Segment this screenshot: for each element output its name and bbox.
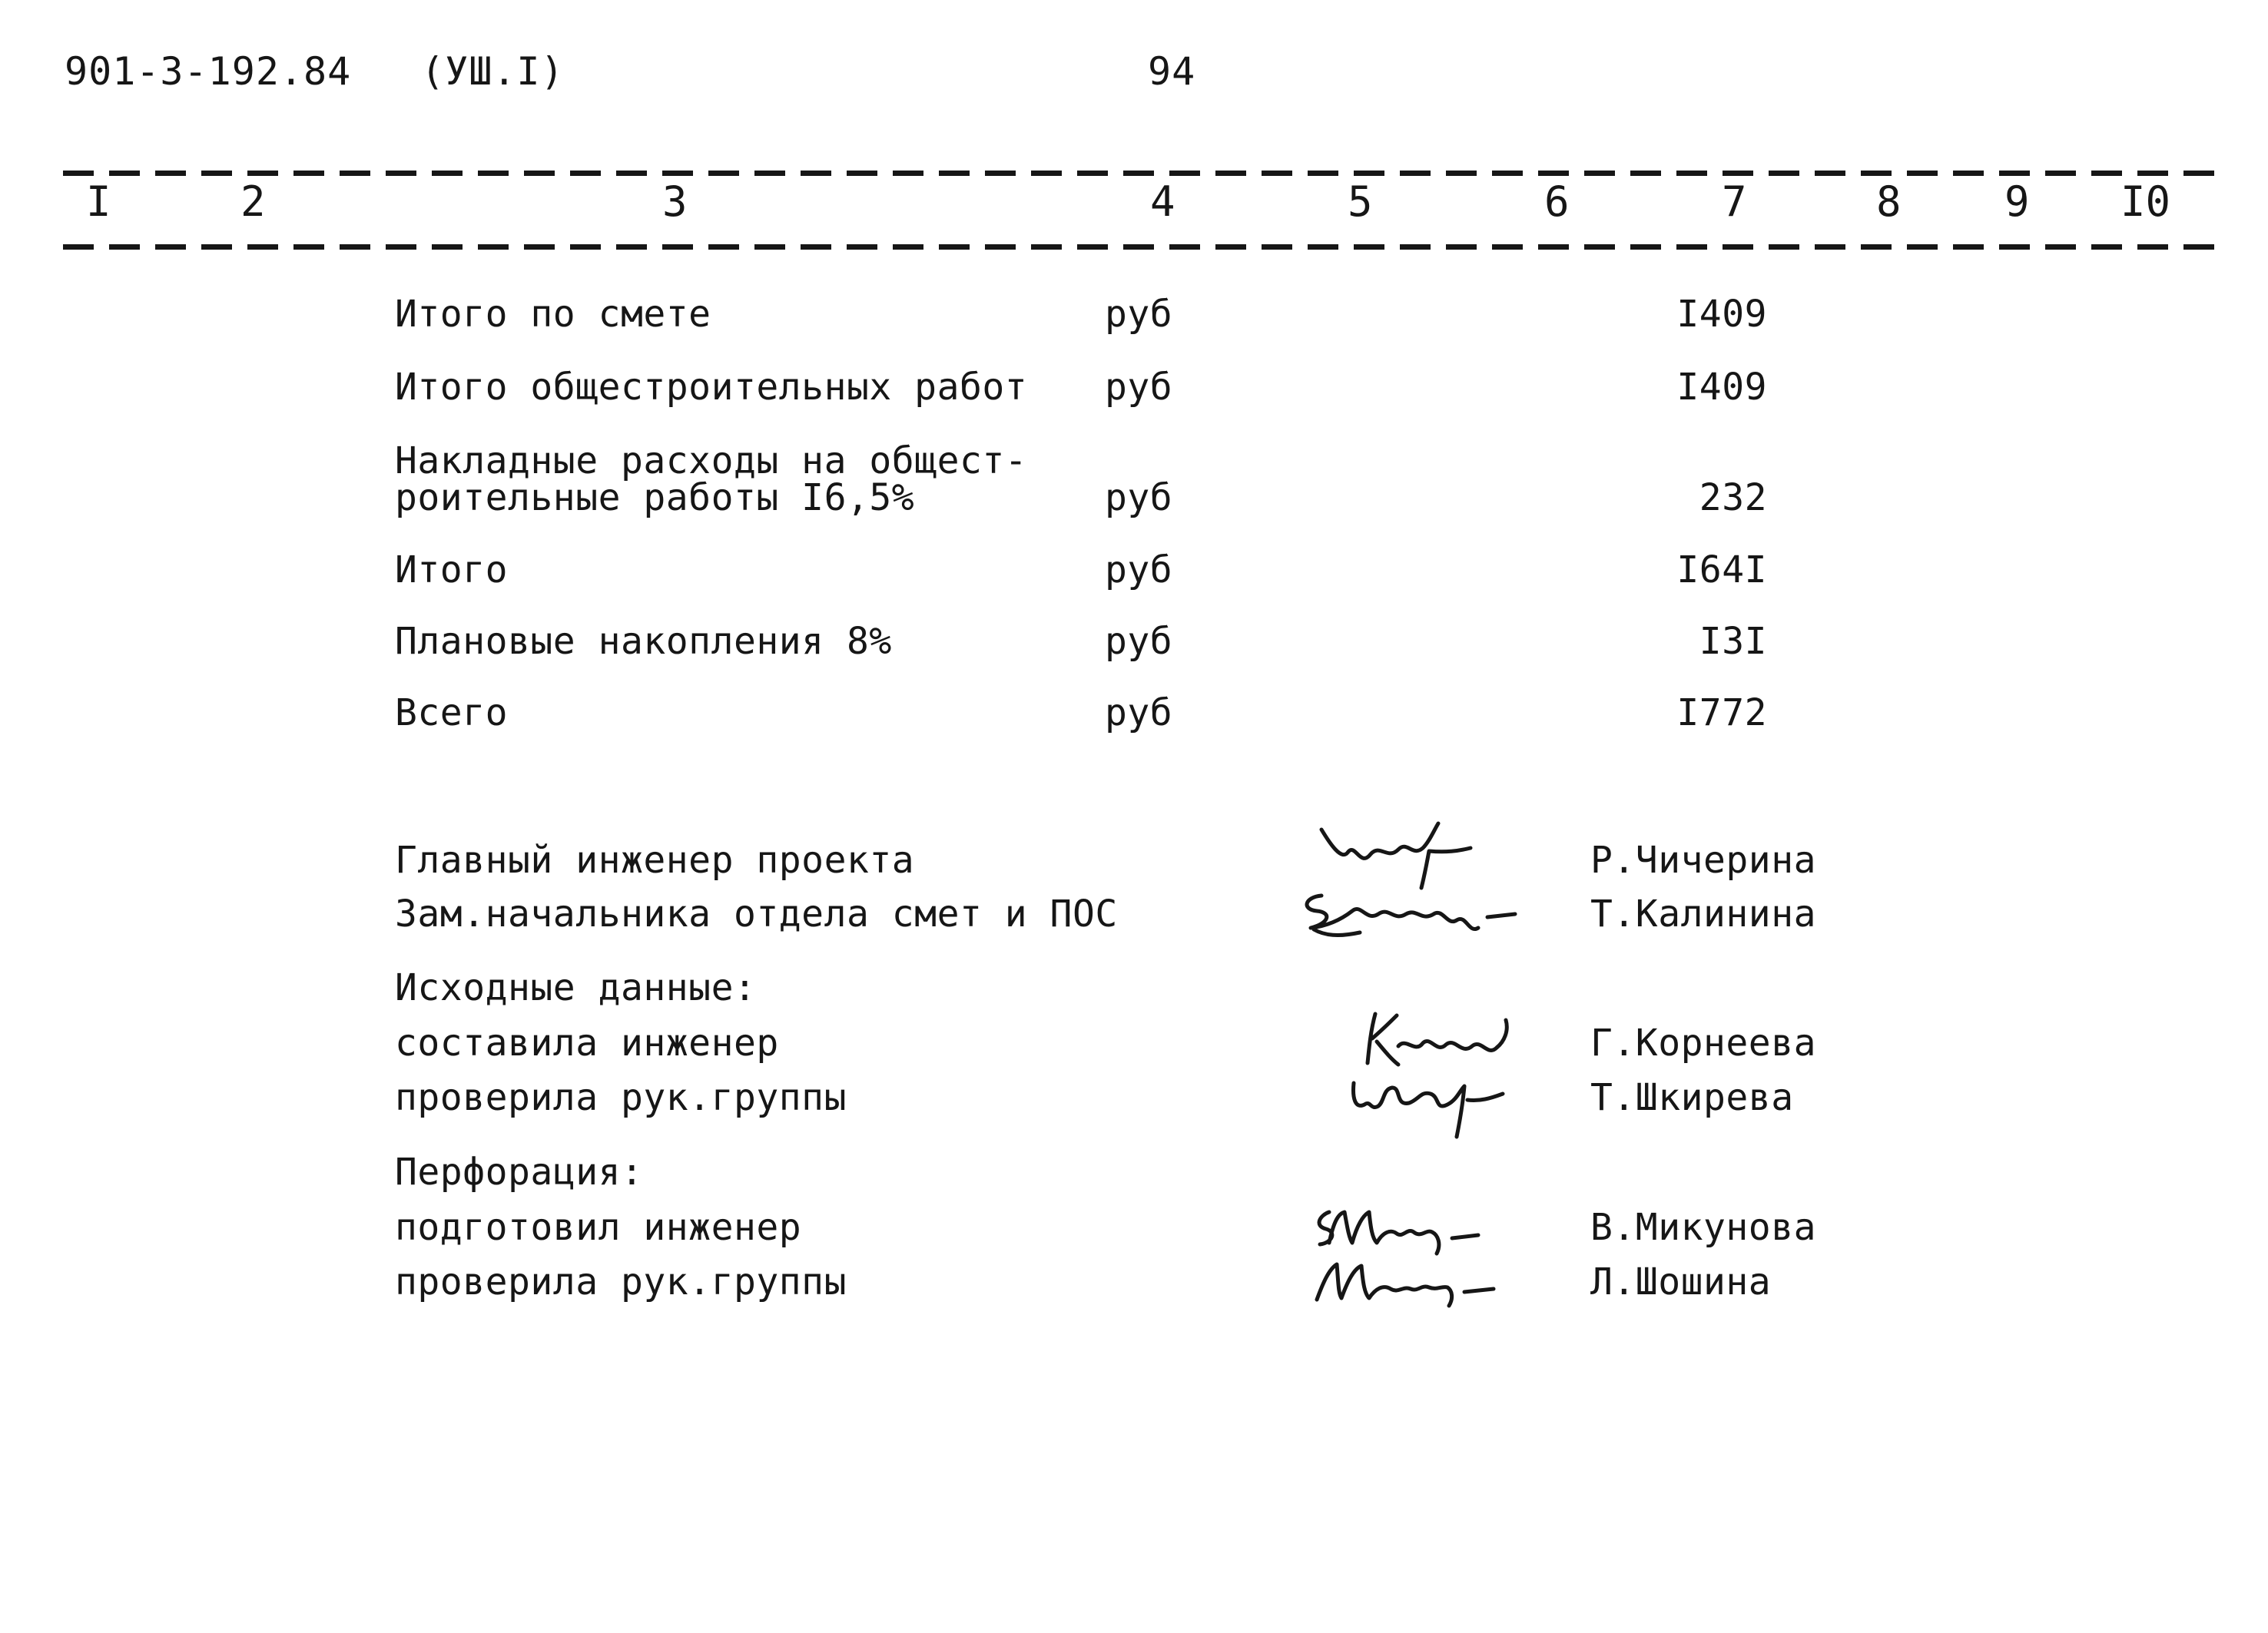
row-unit: руб (1105, 366, 1173, 409)
table-header-top-rule (63, 171, 2214, 176)
signatory-name: Р.Чичерина (1590, 839, 1816, 882)
signatory-name: Л.Шошина (1590, 1260, 1772, 1303)
row-unit: руб (1105, 620, 1173, 663)
signatory-name: Г.Корнеева (1590, 1022, 1816, 1065)
row-label-line-1: Накладные расходы на общест- (395, 439, 1028, 482)
row-label-line-2: роительные работы I6,5% (395, 476, 915, 519)
column-number: 7 (1722, 177, 1747, 226)
section-heading: Исходные данные: (395, 966, 757, 1009)
signatory-role: проверила рук.группы (395, 1260, 847, 1303)
column-number: 9 (2004, 177, 2030, 226)
row-value: I772 (1676, 691, 1767, 734)
document-code: 901-3-192.84 (65, 49, 352, 94)
row-value: I3I (1699, 620, 1767, 663)
handwritten-signature (1306, 1198, 1498, 1260)
page-number: 94 (1148, 49, 1196, 94)
row-value: I409 (1676, 366, 1767, 409)
handwritten-signature (1306, 1252, 1506, 1313)
column-number: 8 (1876, 177, 1902, 226)
handwritten-signature (1298, 883, 1521, 945)
table-header-bottom-rule (63, 244, 2214, 250)
row-unit: руб (1105, 293, 1173, 336)
row-unit: руб (1105, 476, 1173, 519)
row-value: 232 (1699, 476, 1767, 519)
column-number: 3 (662, 177, 688, 226)
signatory-role: проверила рук.группы (395, 1076, 847, 1119)
row-label: Всего (395, 691, 508, 734)
handwritten-signature (1345, 1063, 1514, 1140)
signatory-role: составила инженер (395, 1022, 779, 1065)
signatory-name: В.Микунова (1590, 1206, 1816, 1249)
row-value: I64I (1676, 548, 1767, 591)
row-unit: руб (1105, 691, 1173, 734)
volume-label: (УШ.I) (421, 49, 565, 94)
signatory-role: Главный инженер проекта (395, 839, 915, 882)
column-number: 6 (1544, 177, 1570, 226)
handwritten-signature (1314, 814, 1475, 891)
column-number: 5 (1348, 177, 1373, 226)
column-number: 2 (240, 177, 266, 226)
row-label: Итого общестроительных работ (395, 366, 1028, 409)
signatory-role: подготовил инженер (395, 1206, 802, 1249)
column-number: I0 (2120, 177, 2171, 226)
column-number: 4 (1150, 177, 1175, 226)
row-label: Итого (395, 548, 508, 591)
row-label: Итого по смете (395, 293, 711, 336)
column-number: I (86, 177, 111, 226)
signatory-name: Т.Шкирева (1590, 1076, 1794, 1119)
signatory-name: Т.Калинина (1590, 893, 1816, 936)
row-label: Плановые накопления 8% (395, 620, 892, 663)
signatory-role: Зам.начальника отдела смет и ПОС (395, 893, 1118, 936)
section-heading: Перфорация: (395, 1151, 644, 1194)
row-value: I409 (1676, 293, 1767, 336)
row-unit: руб (1105, 548, 1173, 591)
